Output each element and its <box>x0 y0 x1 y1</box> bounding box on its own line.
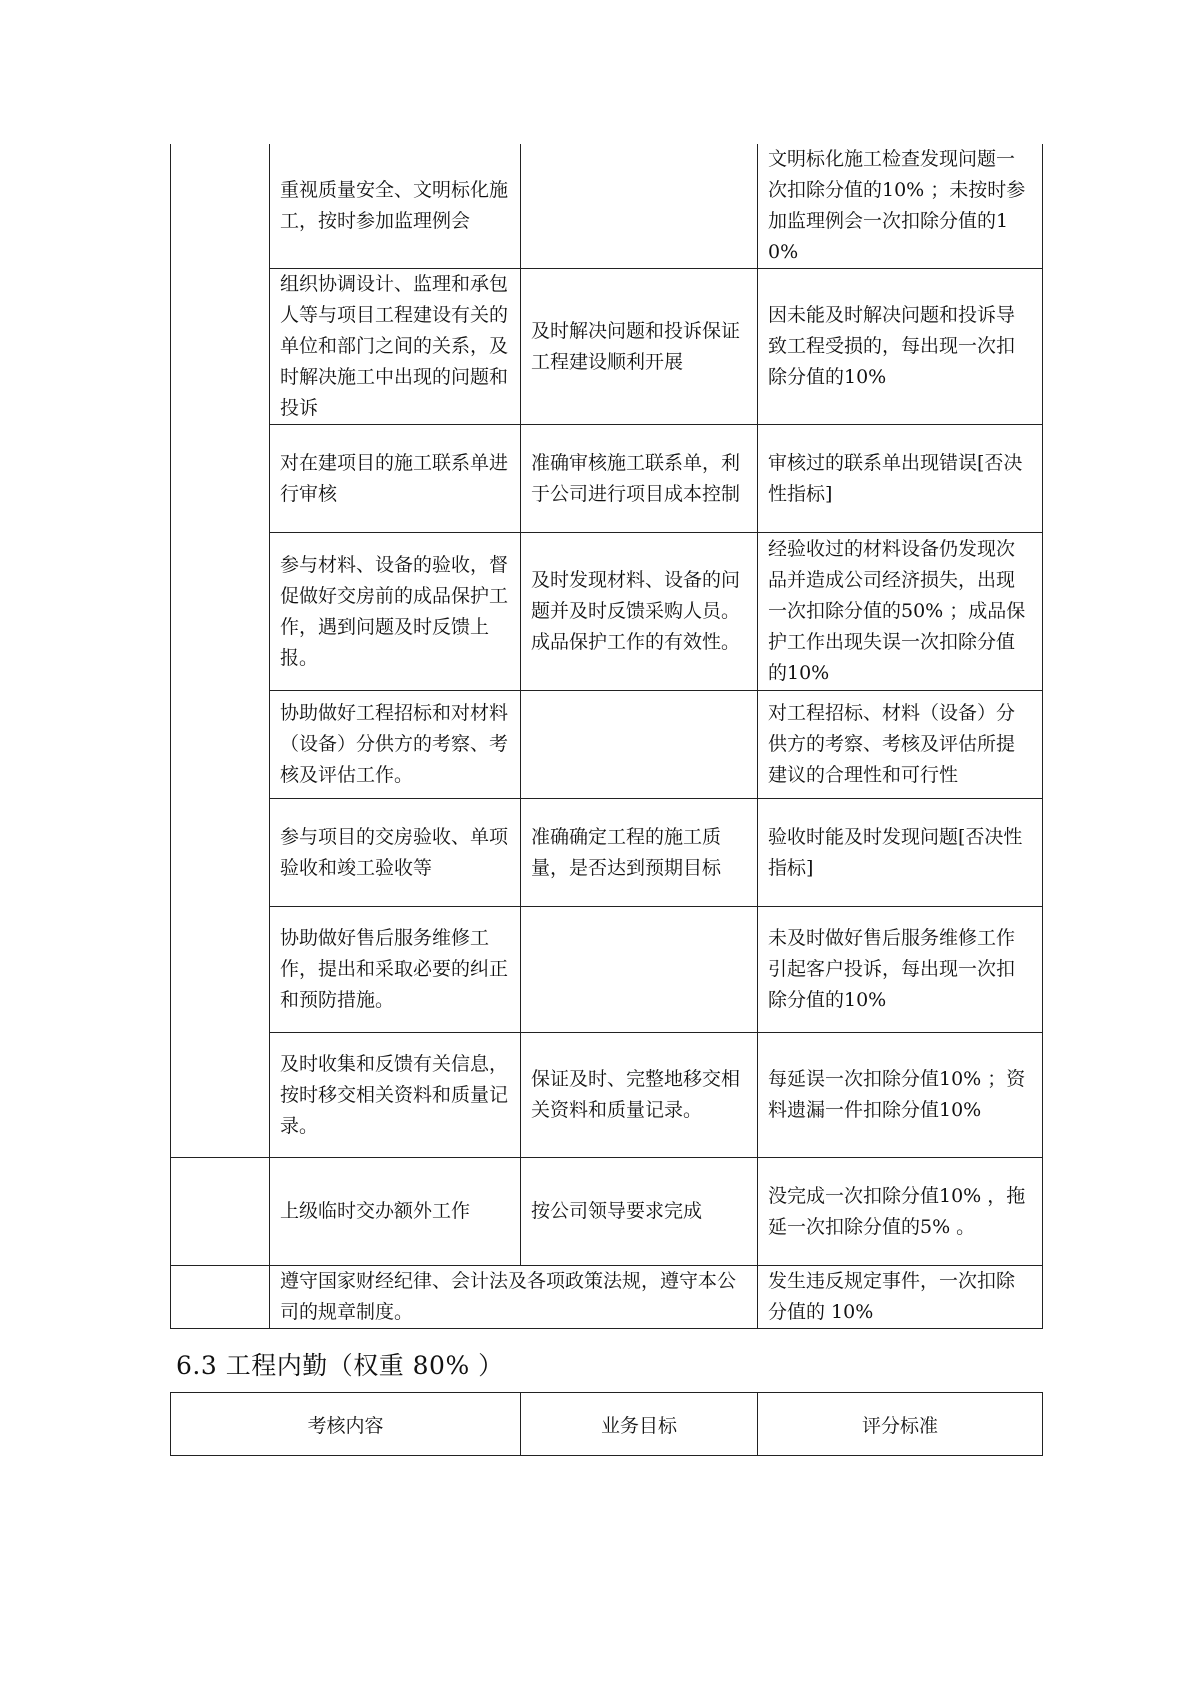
category-cell <box>171 144 270 1158</box>
target-cell: 准确确定工程的施工质量，是否达到预期目标 <box>521 799 758 907</box>
content-cell: 协助做好售后服务维修工作，提出和采取必要的纠正和预防措施。 <box>270 907 521 1033</box>
table-row <box>171 533 1043 691</box>
criteria-cell: 审核过的联系单出现错误[否决性指标] <box>758 425 1043 533</box>
target-cell <box>521 691 758 799</box>
content-cell: 协助做好工程招标和对材料（设备）分供方的考察、考核及评估工作。 <box>270 691 521 799</box>
content-cell: 组织协调设计、监理和承包人等与项目工程建设有关的单位和部门之间的关系，及时解决施工中出现的问题和投诉 <box>270 269 521 425</box>
criteria-cell: 发生违反规定事件，一次扣除分值的 10% <box>758 1266 1043 1329</box>
criteria-cell: 文明标化施工检查发现问题一次扣除分值的10% ；未按时参加监理例会一次扣除分值的10% <box>758 144 1043 269</box>
target-cell: 保证及时、完整地移交相关资料和质量记录。 <box>521 1033 758 1158</box>
header-row <box>171 1393 1043 1456</box>
content-cell: 重视质量安全、文明标化施工，按时参加监理例会 <box>270 144 521 269</box>
category-cell <box>171 1158 270 1266</box>
target-cell <box>521 144 758 269</box>
target-cell: 及时解决问题和投诉保证工程建设顺利开展 <box>521 269 758 425</box>
header-cell-target: 业务目标 <box>521 1393 758 1456</box>
table-row <box>171 1033 1043 1158</box>
header-cell-content: 考核内容 <box>171 1393 521 1456</box>
table-row <box>171 907 1043 1033</box>
section-title: 6.3 工程内勤（权重 80% ） <box>176 1351 504 1380</box>
criteria-cell: 经验收过的材料设备仍发现次品并造成公司经济损失，出现一次扣除分值的50% ；成品保护工作出现失误一次扣除分值的10% <box>758 533 1043 691</box>
target-cell: 及时发现材料、设备的问题并及时反馈采购人员。成品保护工作的有效性。 <box>521 533 758 691</box>
content-cell: 及时收集和反馈有关信息，按时移交相关资料和质量记录。 <box>270 1033 521 1158</box>
table-row <box>171 1158 1043 1266</box>
table-row <box>171 269 1043 425</box>
content-cell: 对在建项目的施工联系单进行审核 <box>270 425 521 533</box>
criteria-cell: 对工程招标、材料（设备）分供方的考察、考核及评估所提建议的合理性和可行性 <box>758 691 1043 799</box>
table-row <box>171 425 1043 533</box>
target-cell: 按公司领导要求完成 <box>521 1158 758 1266</box>
content-cell: 参与材料、设备的验收，督促做好交房前的成品保护工作，遇到问题及时反馈上报。 <box>270 533 521 691</box>
header-cell-criteria: 评分标准 <box>758 1393 1043 1456</box>
criteria-cell: 验收时能及时发现问题[否决性指标] <box>758 799 1043 907</box>
target-cell <box>521 907 758 1033</box>
table-row <box>171 799 1043 907</box>
category-cell <box>171 1266 270 1329</box>
content-cell: 参与项目的交房验收、单项验收和竣工验收等 <box>270 799 521 907</box>
criteria-cell: 没完成一次扣除分值10% ，拖延一次扣除分值的5% 。 <box>758 1158 1043 1266</box>
content-cell: 上级临时交办额外工作 <box>270 1158 521 1266</box>
table-row <box>171 691 1043 799</box>
table-row <box>171 1266 1043 1329</box>
criteria-cell: 未及时做好售后服务维修工作引起客户投诉，每出现一次扣除分值的10% <box>758 907 1043 1033</box>
criteria-cell: 因未能及时解决问题和投诉导致工程受损的，每出现一次扣除分值的10% <box>758 269 1043 425</box>
content-cell: 遵守国家财经纪律、会计法及各项政策法规，遵守本公司的规章制度。 <box>270 1266 758 1329</box>
criteria-cell: 每延误一次扣除分值10% ；资料遗漏一件扣除分值10% <box>758 1033 1043 1158</box>
assessment-table <box>170 144 1043 1329</box>
target-cell: 准确审核施工联系单，利于公司进行项目成本控制 <box>521 425 758 533</box>
table-row <box>171 144 1043 269</box>
header-table <box>170 1392 1043 1456</box>
